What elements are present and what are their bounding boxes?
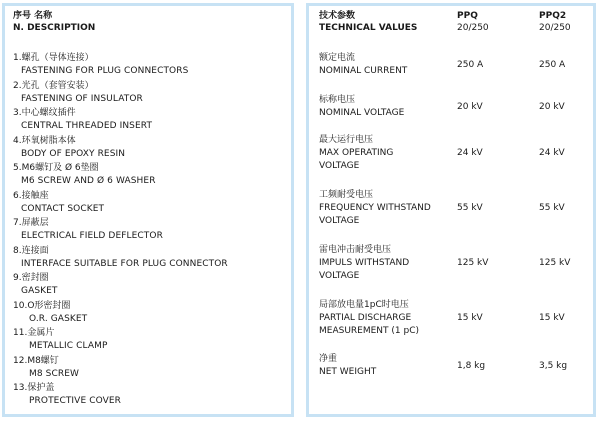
list-item (13, 217, 228, 245)
item-en: ELECTRICAL FIELD DEFLECTOR (21, 231, 163, 241)
technical-values-panel (306, 3, 596, 417)
item-en: INTERFACE SUITABLE FOR PLUG CONNECTOR (21, 258, 228, 269)
list-item (13, 190, 228, 218)
item-zh: 10.O形密封圈 (13, 300, 71, 311)
column-header-ppq2 (539, 10, 571, 34)
param-en: IMPULS WITHSTAND (319, 258, 410, 268)
table-row (319, 189, 589, 228)
header-en: N. DESCRIPTION (13, 23, 96, 33)
item-zh: 12.M8螺钉 (13, 355, 59, 366)
header-en: TECHNICAL VALUES (319, 23, 418, 33)
param-en-line2: MEASUREMENT (1 pC) (319, 326, 419, 336)
table-row (319, 94, 589, 120)
value-ppq2: 125 kV (539, 258, 571, 268)
item-zh: 6.接触座 (13, 190, 49, 201)
column-name: PPQ (457, 11, 478, 21)
header-zh: 序号 名称 (13, 11, 53, 21)
item-en: M6 SCREW AND Ø 6 WASHER (21, 176, 156, 186)
table-row (319, 134, 589, 173)
item-zh: 3.中心螺纹插件 (13, 108, 76, 118)
item-zh: 11.金属片 (13, 328, 55, 338)
description-panel (2, 3, 294, 417)
item-zh: 5.M6螺钉及 Ø 6垫圈 (13, 163, 99, 173)
param-en: NET WEIGHT (319, 367, 377, 377)
param-en: NOMINAL CURRENT (319, 66, 408, 76)
column-rating: 20/250 (457, 23, 489, 33)
list-item (13, 162, 228, 190)
param-en-line2: VOLTAGE (319, 271, 360, 281)
list-item (13, 272, 228, 300)
column-header-ppq (457, 10, 489, 34)
value-ppq2: 20 kV (539, 102, 565, 112)
param-en: FREQUENCY WITHSTAND (319, 203, 431, 213)
component-list (13, 52, 228, 410)
table-row (319, 353, 589, 379)
list-item (13, 382, 228, 410)
header-zh: 技术参数 (319, 11, 356, 21)
value-ppq2: 55 kV (539, 203, 565, 213)
param-en: NOMINAL VOLTAGE (319, 108, 405, 118)
value-ppq2: 3,5 kg (539, 361, 568, 371)
param-zh: 最大运行电压 (319, 135, 374, 145)
list-item (13, 135, 228, 163)
item-zh: 9.密封圈 (13, 273, 49, 283)
item-en: FASTENING OF INSULATOR (21, 93, 143, 104)
item-zh: 1.螺孔（导体连接） (13, 53, 94, 63)
column-rating: 20/250 (539, 23, 571, 33)
item-en: GASKET (21, 286, 58, 296)
value-ppq: 20 kV (457, 102, 483, 112)
item-en: PROTECTIVE COVER (29, 396, 121, 406)
item-zh: 7.屏蔽层 (13, 218, 49, 228)
param-en: PARTIAL DISCHARGE (319, 313, 412, 323)
value-ppq2: 15 kV (539, 313, 565, 323)
param-zh: 额定电流 (319, 53, 356, 63)
item-zh: 13.保护盖 (13, 383, 55, 393)
param-en-line2: VOLTAGE (319, 161, 360, 171)
list-item (13, 80, 228, 108)
param-zh: 局部放电量1pC时电压 (319, 300, 409, 310)
table-row (319, 52, 589, 78)
param-en: MAX OPERATING (319, 148, 394, 158)
item-zh: 4.环氧树脂本体 (13, 135, 76, 146)
list-item (13, 355, 228, 383)
list-item (13, 300, 228, 328)
param-en-line2: VOLTAGE (319, 216, 360, 226)
column-name: PPQ2 (539, 11, 567, 21)
param-zh: 标称电压 (319, 95, 356, 105)
value-ppq: 1,8 kg (457, 361, 486, 371)
item-zh: 8.连接面 (13, 245, 49, 256)
list-item (13, 107, 228, 135)
list-item (13, 245, 228, 273)
description-header (13, 10, 95, 34)
list-item (13, 327, 228, 355)
list-item (13, 52, 228, 80)
item-en: METALLIC CLAMP (29, 341, 108, 351)
item-en: FASTENING FOR PLUG CONNECTORS (21, 66, 189, 76)
param-zh: 雷电冲击耐受电压 (319, 245, 392, 255)
technical-values-header (319, 10, 417, 34)
value-ppq: 24 kV (457, 148, 483, 158)
value-ppq: 15 kV (457, 313, 483, 323)
table-row (319, 244, 589, 283)
value-ppq: 250 A (457, 60, 484, 70)
table-row (319, 299, 589, 338)
param-zh: 净重 (319, 354, 338, 364)
item-en: CENTRAL THREADED INSERT (21, 121, 153, 131)
item-en: M8 SCREW (29, 368, 79, 379)
value-ppq: 125 kV (457, 258, 489, 268)
value-ppq2: 250 A (539, 60, 566, 70)
param-zh: 工频耐受电压 (319, 190, 374, 200)
item-zh: 2.光孔（套管安装） (13, 80, 94, 91)
item-en: BODY OF EPOXY RESIN (21, 148, 126, 159)
value-ppq2: 24 kV (539, 148, 565, 158)
item-en: O.R. GASKET (29, 313, 88, 324)
value-ppq: 55 kV (457, 203, 483, 213)
item-en: CONTACT SOCKET (21, 203, 105, 214)
